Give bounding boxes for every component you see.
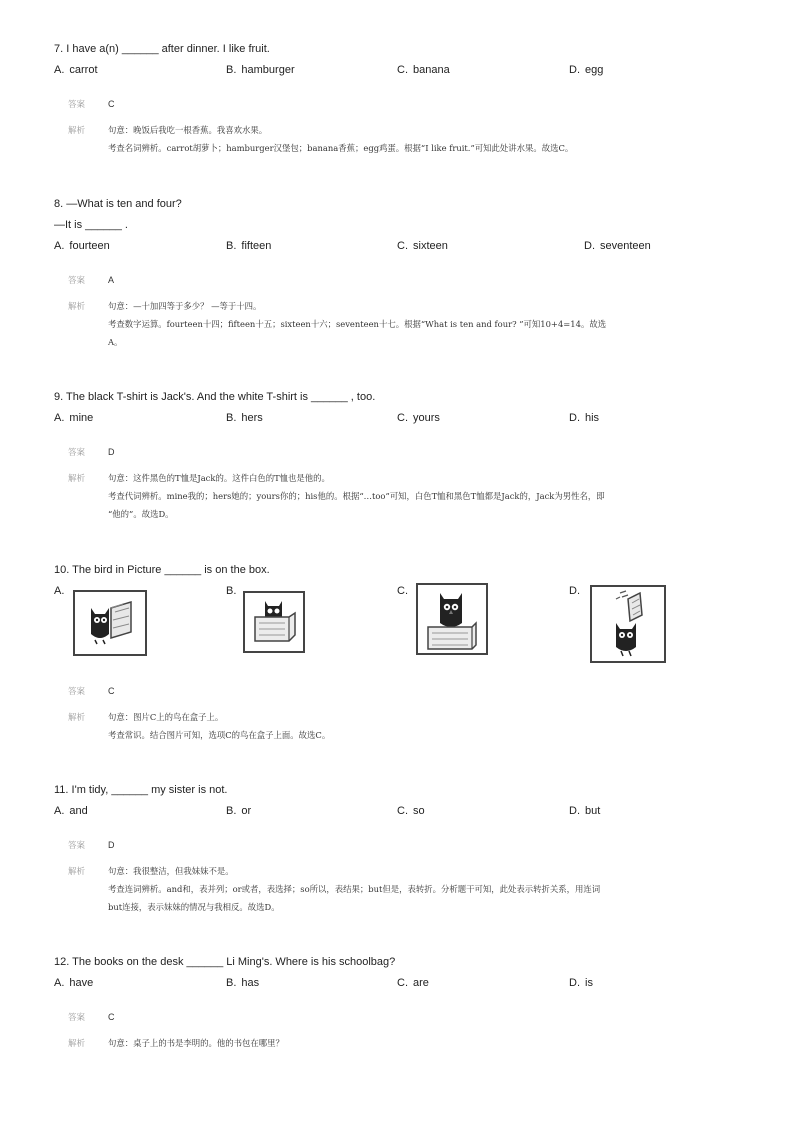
picture-b-bird-in-box[interactable] (243, 591, 305, 653)
option-c[interactable]: C. so (397, 805, 425, 817)
answer-value: D (108, 840, 115, 850)
answer-value: C (108, 1012, 115, 1022)
option-b[interactable]: B. has (226, 977, 260, 989)
question-stem: 10. The bird in Picture ______ is on the box. (54, 564, 270, 576)
option-b[interactable]: B. or (226, 805, 252, 817)
options-row (0, 804, 794, 818)
question-stem: 7. I have a(n) ______ after dinner. I like fruit. (54, 43, 270, 55)
option-c[interactable]: C. sixteen (397, 240, 448, 252)
option-d[interactable]: D. seventeen (584, 240, 651, 252)
answer-label: 答案 (68, 840, 86, 850)
analysis-text: 句意：这件黑色的T恤是Jack的。这件白色的T恤也是他的。 考查代词辨析。mine我的；hers她的；yours你的；his他的。根据“…too”可知，白色T恤和黑色T恤都是Jack的，Jack为男性名，即 “他的”。故选D。 (108, 473, 605, 519)
analysis-label: 解析 (68, 1038, 86, 1048)
options-row (0, 63, 794, 77)
option-b[interactable]: B. hers (226, 412, 263, 424)
option-d[interactable]: D. his (569, 412, 600, 424)
answer-label: 答案 (68, 275, 86, 285)
analysis-label: 解析 (68, 866, 86, 876)
option-c[interactable]: C. yours (397, 412, 440, 424)
option-b[interactable]: B. fifteen (226, 240, 272, 252)
options-row (0, 976, 794, 990)
question-stem: 11. I'm tidy, ______ my sister is not. (54, 784, 228, 796)
analysis-label: 解析 (68, 301, 86, 311)
option-a[interactable]: A. fourteen (54, 240, 110, 252)
answer-label: 答案 (68, 447, 86, 457)
analysis-text: 句意：我很整洁，但我妹妹不是。 考查连词辨析。and和，表并列；or或者，表选择；so所以，表结果；but但是，表转折。分析题干可知，此处表示转折关系，用连词 but连接，表示妹妹的情况与我相反。故选D。 (108, 866, 601, 912)
options-row (0, 411, 794, 425)
analysis-text: 句意：图片C上的鸟在盒子上。 考查常识。结合图片可知，选项C的鸟在盒子上面。故选C。 (108, 712, 331, 740)
answer-value: C (108, 99, 115, 109)
analysis-label: 解析 (68, 473, 86, 483)
answer-label: 答案 (68, 99, 86, 109)
question-stem: 8. —What is ten and four? (54, 198, 182, 210)
option-c[interactable]: C. are (397, 977, 429, 989)
picture-label-c: C. (397, 585, 408, 597)
picture-label-d: D. (569, 585, 580, 597)
question-stem: 9. The black T-shirt is Jack's. And the white T-shirt is ______ , too. (54, 391, 376, 403)
option-a[interactable]: A. and (54, 805, 88, 817)
option-d[interactable]: D. but (569, 805, 601, 817)
answer-value: C (108, 686, 115, 696)
analysis-text: 句意：晚饭后我吃一根香蕉。我喜欢水果。 考查名词辨析。carrot胡萝卜；hamburger汉堡包；banana香蕉；egg鸡蛋。根据“I like fruit.”可知此处讲水果。故选C。 (108, 125, 574, 153)
option-a[interactable]: A. have (54, 977, 94, 989)
picture-d-bird-under-box[interactable] (590, 585, 666, 663)
options-row (0, 239, 794, 253)
answer-label: 答案 (68, 1012, 86, 1022)
option-c[interactable]: C. banana (397, 64, 450, 76)
picture-c-bird-on-box[interactable] (416, 583, 488, 655)
question-stem-line2: —It is ______ . (54, 219, 128, 231)
picture-a-bird-beside-box[interactable] (73, 590, 147, 656)
picture-label-a: A. (54, 585, 65, 597)
analysis-text: 句意：桌子上的书是李明的。他的书包在哪里？ (108, 1038, 284, 1048)
analysis-text: 句意：—十加四等于多少？ —等于十四。 考查数字运算。fourteen十四；fifteen十五；sixteen十六；seventeen十七。根据“What is ten and four? ”可知10+4=14。故选 A。 (108, 301, 607, 347)
option-b[interactable]: B. hamburger (226, 64, 295, 76)
option-d[interactable]: D. egg (569, 64, 604, 76)
option-a[interactable]: A. mine (54, 412, 94, 424)
picture-label-b: B. (226, 585, 237, 597)
option-d[interactable]: D. is (569, 977, 593, 989)
option-a[interactable]: A. carrot (54, 64, 98, 76)
analysis-label: 解析 (68, 125, 86, 135)
analysis-label: 解析 (68, 712, 86, 722)
answer-value: A (108, 275, 115, 285)
question-stem: 12. The books on the desk ______ Li Ming's. Where is his schoolbag? (54, 956, 396, 968)
answer-value: D (108, 447, 115, 457)
answer-label: 答案 (68, 686, 86, 696)
